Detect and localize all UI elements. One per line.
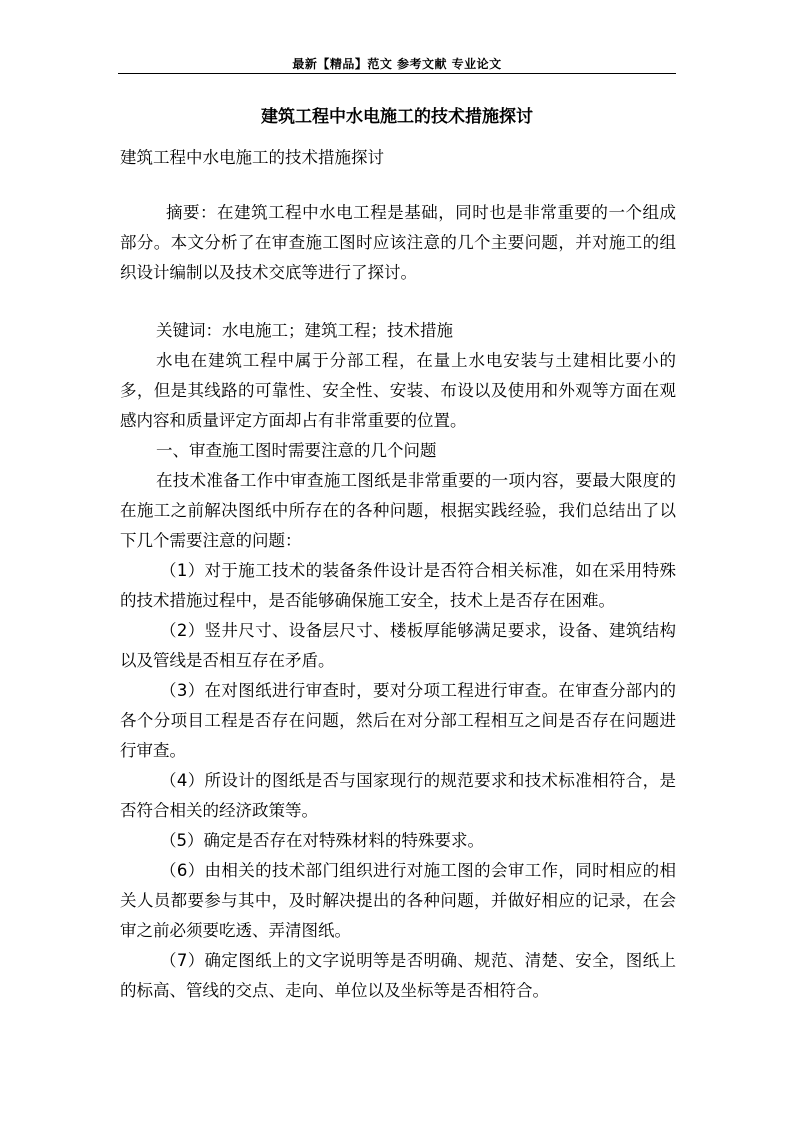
list-item: （2）竖井尺寸、设备层尺寸、楼板厚能够满足要求，设备、建筑结构以及管线是否相互存在矛盾。 [120,621,676,670]
keywords-line: 关键词：水电施工；建筑工程；技术措施 [156,321,453,340]
list-item: （4）所设计的图纸是否与国家现行的规范要求和技术标准相符合，是否符合相关的经济政策等。 [120,771,676,820]
header-divider [118,73,676,74]
body-content [120,346,676,1006]
body-paragraph-intro: 水电在建筑工程中属于分部工程，在量上水电安装与土建相比要小的多，但是其线路的可靠性、安全性、安装、布设以及使用和外观等方面在观感内容和质量评定方面却占有非常重要的位置。 [120,351,676,430]
list-item: （7）确定图纸上的文字说明等是否明确、规范、清楚、安全，图纸上的标高、管线的交点、走向、单位以及坐标等是否相符合。 [120,951,676,1000]
section-heading: 一、审查施工图时需要注意的几个问题 [156,441,437,460]
abstract-paragraph: 摘要：在建筑工程中水电工程是基础，同时也是非常重要的一个组成部分。本文分析了在审查施工图时应该注意的几个主要问题，并对施工的组织设计编制以及技术交底等进行了探讨。 [120,203,676,282]
body-paragraph: 在技术准备工作中审查施工图纸是非常重要的一项内容，要最大限度的在施工之前解决图纸中所存在的各种问题，根据实践经验，我们总结出了以下几个需要注意的问题： [120,471,676,550]
running-header: 最新【精品】范文 参考文献 专业论文 [292,57,502,71]
document-title: 建筑工程中水电施工的技术措施探讨 [261,107,533,127]
list-item: （3）在对图纸进行审查时，要对分项工程进行审查。在审查分部内的各个分项目工程是否存在问题，然后在对分部工程相互之间是否存在问题进行审查。 [120,681,676,760]
list-item: （1）对于施工技术的装备条件设计是否符合相关标准，如在采用特殊的技术措施过程中，是否能够确保施工安全，技术上是否存在困难。 [120,561,676,610]
document-subtitle: 建筑工程中水电施工的技术措施探讨 [120,148,384,167]
list-item: （5）确定是否存在对特殊材料的特殊要求。 [160,831,484,850]
list-item: （6）由相关的技术部门组织进行对施工图的会审工作，同时相应的相关人员都要参与其中，及时解决提出的各种问题，并做好相应的记录，在会审之前必须要吃透、弄清图纸。 [120,861,676,940]
